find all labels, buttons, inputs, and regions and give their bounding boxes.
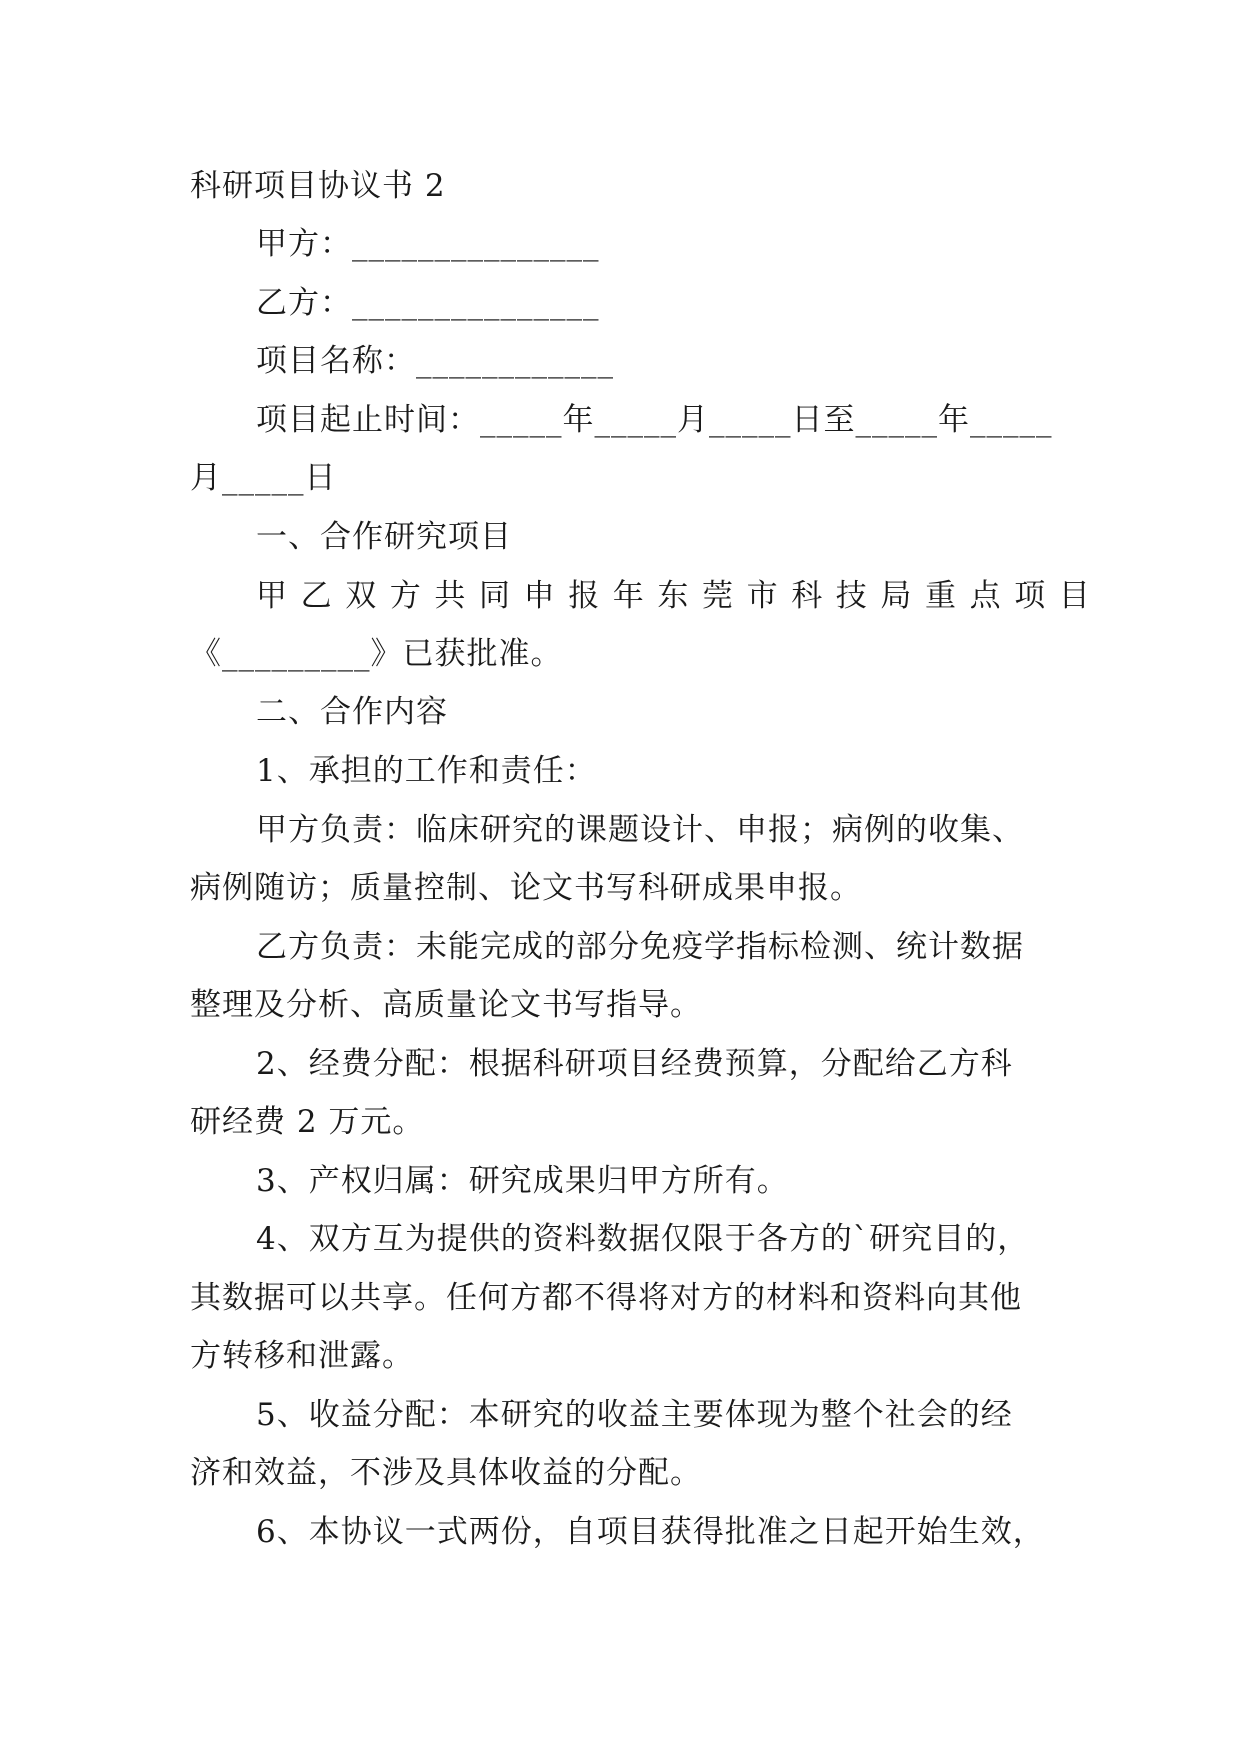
paragraph-line: 《_________》已获批准。	[190, 636, 563, 672]
paragraph-line: 甲乙双方共同申报年东莞市科技局重点项目	[256, 578, 1104, 614]
section-heading-2: 二、合作内容	[256, 694, 448, 730]
project-period-field-cont: 月_____日	[190, 460, 337, 496]
clause-4: 4、双方互为提供的资料数据仅限于各方的`研究目的，	[256, 1221, 1030, 1257]
paragraph-line: 整理及分析、高质量论文书写指导。	[190, 987, 702, 1023]
section-heading-1: 一、合作研究项目	[256, 519, 512, 555]
paragraph-line: 病例随访；质量控制、论文书写科研成果申报。	[190, 870, 862, 906]
clause-5: 5、收益分配：本研究的收益主要体现为整个社会的经	[256, 1397, 1013, 1433]
clause-5-cont: 济和效益，不涉及具体收益的分配。	[190, 1455, 702, 1491]
party-a-field: 甲方：_______________	[256, 226, 600, 262]
project-name-field: 项目名称：____________	[256, 343, 614, 379]
clause-2: 2、经费分配：根据科研项目经费预算，分配给乙方科	[256, 1046, 1013, 1082]
party-b-field: 乙方：_______________	[256, 285, 600, 321]
clause-1-heading: 1、承担的工作和责任：	[256, 753, 597, 789]
clause-2-cont: 研经费 2 万元。	[190, 1104, 425, 1140]
project-period-field: 项目起止时间：_____年_____月_____日至_____年_____	[256, 402, 1053, 438]
paragraph-line: 甲方负责：临床研究的课题设计、申报；病例的收集、	[256, 812, 1024, 848]
paragraph-line: 乙方负责：未能完成的部分免疫学指标检测、统计数据	[256, 929, 1024, 965]
clause-3: 3、产权归属：研究成果归甲方所有。	[256, 1163, 789, 1199]
clause-4-cont: 方转移和泄露。	[190, 1338, 414, 1374]
document-title: 科研项目协议书 2	[190, 168, 446, 204]
clause-6: 6、本协议一式两份，自项目获得批准之日起开始生效，	[256, 1514, 1045, 1550]
clause-4-cont: 其数据可以共享。任何方都不得将对方的材料和资料向其他	[190, 1280, 1022, 1316]
